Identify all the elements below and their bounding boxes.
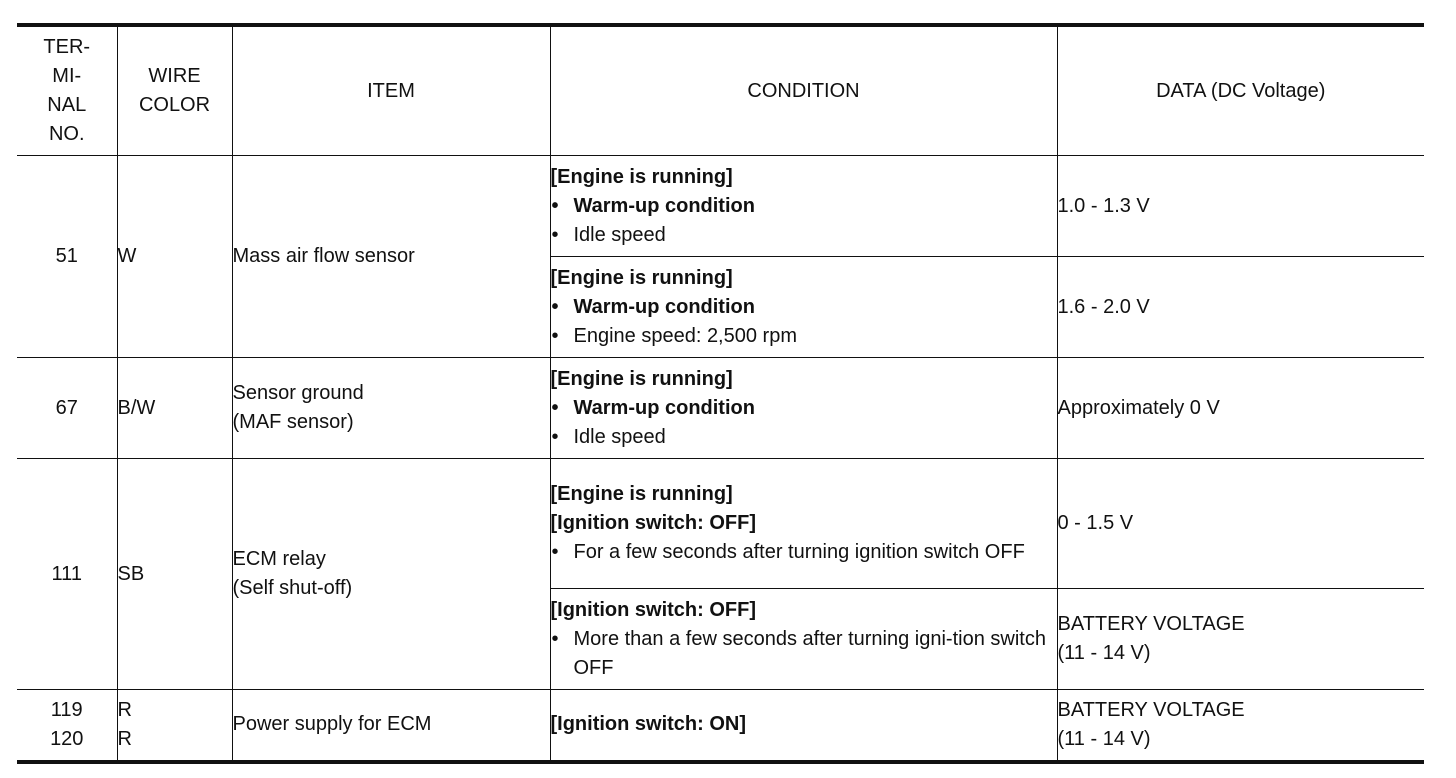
condition-header: [Engine is running]	[550, 483, 733, 505]
data-line: BATTERY VOLTAGE	[1057, 613, 1245, 635]
condition-cell	[550, 156, 1057, 257]
wire-color-cell: W	[117, 156, 232, 358]
condition-bullet: • Engine speed: 2,500 rpm	[551, 322, 1057, 351]
data-line: (11 - 14 V)	[1057, 642, 1151, 664]
table-row	[17, 690, 1424, 762]
condition-bullet: • Warm-up condition	[551, 192, 1057, 221]
header-text: MI-	[52, 65, 82, 87]
header-terminal-no	[17, 25, 117, 156]
data-line: BATTERY VOLTAGE	[1057, 698, 1245, 721]
data-cell: Approximately 0 V	[1057, 358, 1424, 459]
header-wire-color	[117, 25, 232, 156]
item-cell: Power supply for ECM	[232, 690, 550, 762]
wire-color-cell: B/W	[117, 358, 232, 459]
terminal-cell: 111	[17, 459, 117, 690]
header-text: NO.	[48, 123, 85, 145]
header-row	[17, 25, 1424, 156]
wire-color-cell	[117, 690, 232, 762]
data-cell: 1.6 - 2.0 V	[1057, 257, 1424, 358]
condition-bullet: • Warm-up condition	[551, 394, 1057, 423]
terminal-cell: 67	[17, 358, 117, 459]
condition-bullet: • Idle speed	[551, 423, 1057, 452]
condition-header: [Ignition switch: ON]	[550, 713, 747, 736]
condition-cell	[550, 690, 1057, 762]
item-cell: Mass air flow sensor	[232, 156, 550, 358]
terminal-line: 120	[50, 727, 84, 750]
header-text: TER-	[43, 36, 91, 58]
header-data: DATA (DC Voltage)	[1057, 25, 1424, 156]
table-row	[17, 459, 1424, 589]
item-line: ECM relay	[232, 548, 326, 570]
condition-cell	[550, 589, 1057, 690]
wire-line: R	[117, 698, 132, 721]
condition-header: [Ignition switch: OFF]	[550, 512, 757, 534]
data-cell: 0 - 1.5 V	[1057, 459, 1424, 589]
condition-bullet: • More than a few seconds after turning igni-tion switch OFF	[551, 625, 1057, 683]
condition-header: [Engine is running]	[550, 165, 733, 188]
wire-color-cell: SB	[117, 459, 232, 690]
condition-header: [Engine is running]	[550, 367, 733, 390]
terminal-line: 119	[50, 698, 83, 721]
condition-bullet: • Idle speed	[551, 221, 1057, 250]
condition-header: [Engine is running]	[550, 266, 733, 289]
item-line: Sensor ground	[232, 382, 364, 404]
terminal-cell	[17, 690, 117, 762]
data-cell: 1.0 - 1.3 V	[1057, 156, 1424, 257]
item-line: (MAF sensor)	[232, 411, 354, 433]
item-cell	[232, 459, 550, 690]
header-item: ITEM	[232, 25, 550, 156]
wire-line: R	[117, 727, 132, 750]
condition-header: [Ignition switch: OFF]	[550, 598, 757, 621]
condition-cell	[550, 257, 1057, 358]
header-text: NAL	[47, 94, 87, 116]
condition-bullet: • Warm-up condition	[551, 293, 1057, 322]
table-row	[17, 358, 1424, 459]
header-text: WIRE	[148, 65, 201, 87]
data-line: (11 - 14 V)	[1057, 727, 1151, 750]
condition-bullet: • For a few seconds after turning ignition switch OFF	[551, 538, 1057, 567]
table-row	[17, 156, 1424, 257]
header-text: COLOR	[138, 94, 211, 116]
condition-cell	[550, 358, 1057, 459]
data-cell	[1057, 690, 1424, 762]
ecm-terminal-table	[17, 23, 1424, 764]
condition-cell	[550, 459, 1057, 589]
item-cell	[232, 358, 550, 459]
header-condition: CONDITION	[550, 25, 1057, 156]
data-cell	[1057, 589, 1424, 690]
terminal-cell: 51	[17, 156, 117, 358]
item-line: (Self shut-off)	[232, 577, 353, 599]
